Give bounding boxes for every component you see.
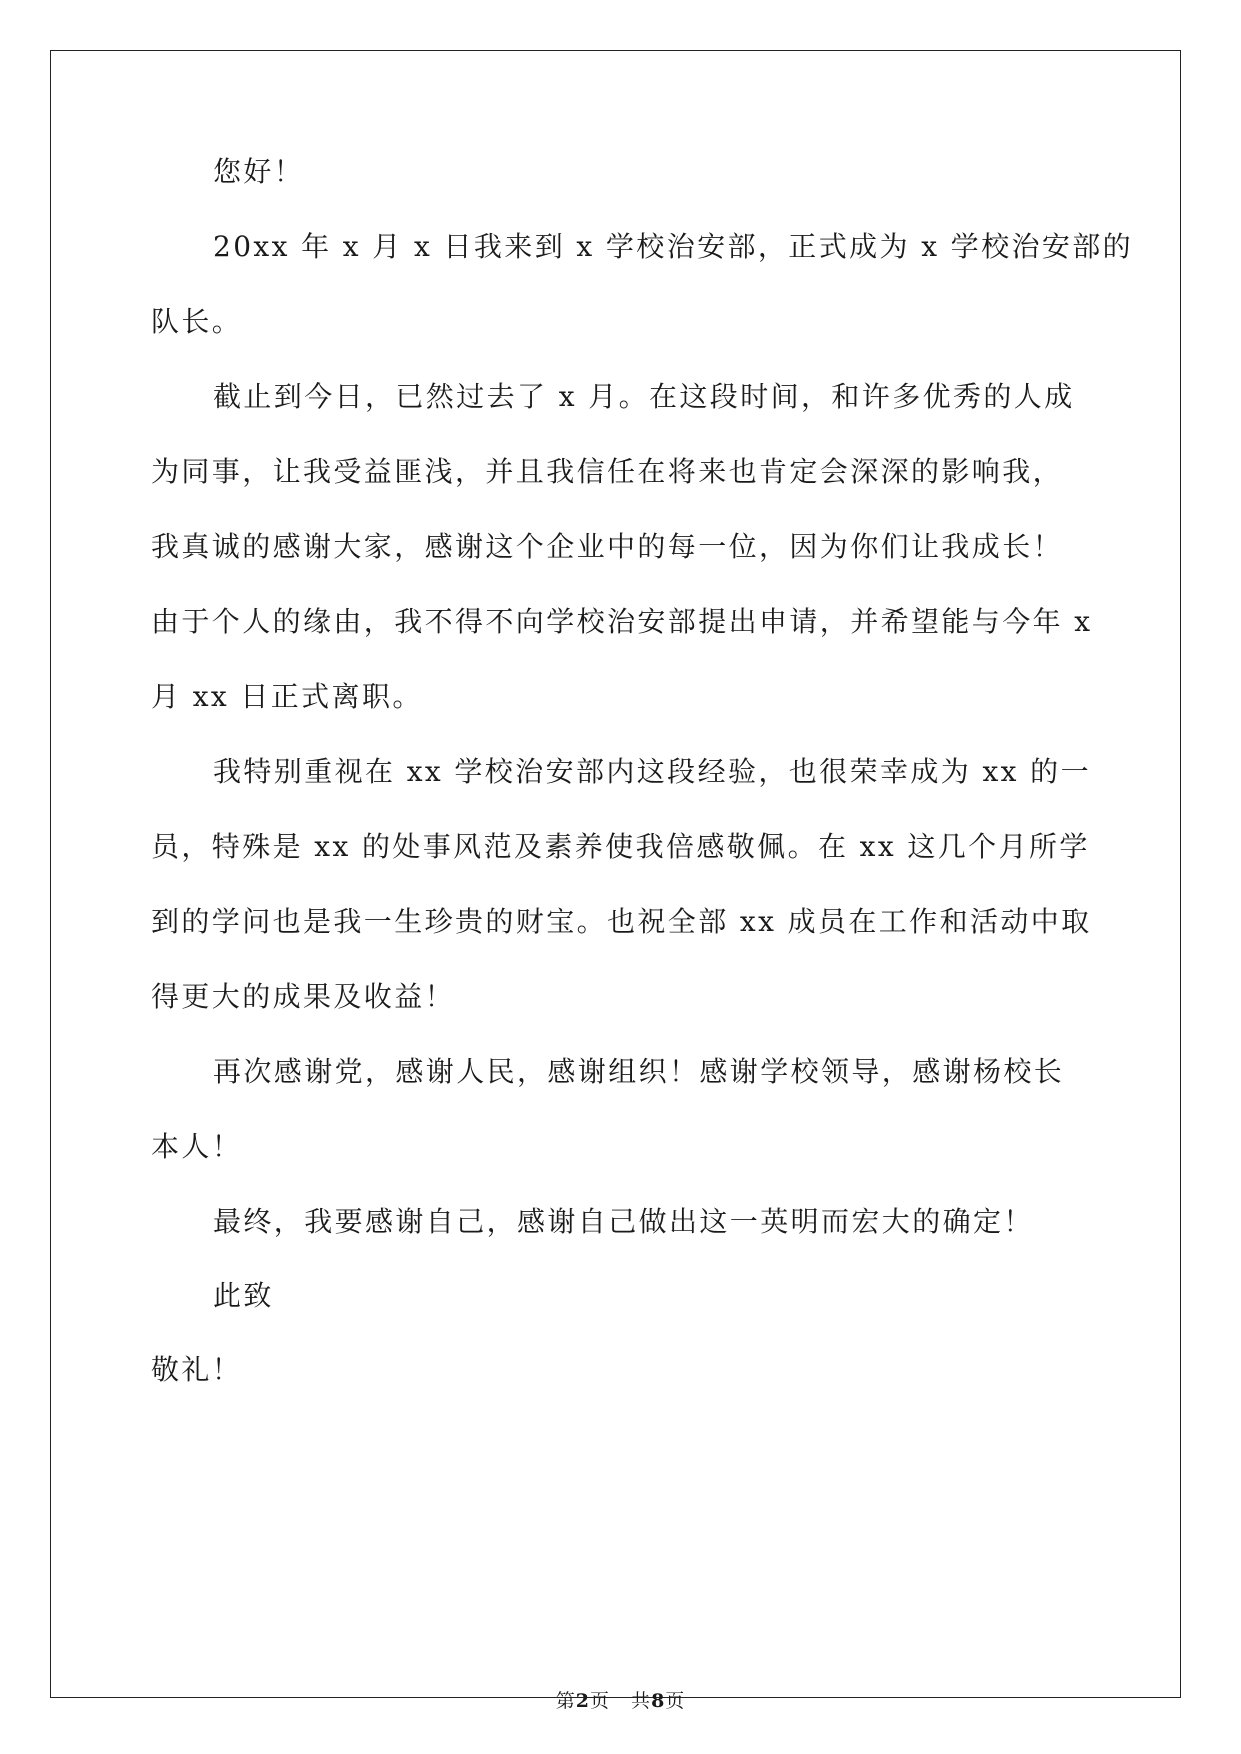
paragraph-line: 得更大的成果及收益！	[151, 980, 456, 1013]
footer-mid: 页 共	[589, 1690, 652, 1712]
paragraph-line: 本人！	[151, 1130, 243, 1163]
paragraph-line: 再次感谢党，感谢人民，感谢组织！感谢学校领导，感谢杨校长	[213, 1055, 1065, 1088]
paragraph-line: 由于个人的缘由，我不得不向学校治安部提出申请，并希望能与今年 x	[151, 605, 1093, 638]
paragraph-line: 队长。	[151, 305, 243, 338]
total-page-number: 8	[651, 1690, 666, 1712]
footer-prefix: 第	[555, 1690, 576, 1712]
paragraph-line: 我特别重视在 xx 学校治安部内这段经验，也很荣幸成为 xx 的一	[213, 755, 1091, 788]
paragraph-line: 到的学问也是我一生珍贵的财宝。也祝全部 xx 成员在工作和活动中取	[151, 905, 1092, 938]
paragraph-line: 为同事，让我受益匪浅，并且我信任在将来也肯定会深深的影响我，	[151, 455, 1064, 488]
paragraph-line: 最终，我要感谢自己，感谢自己做出这一英明而宏大的确定！	[213, 1205, 1034, 1238]
paragraph-line: 20xx 年 x 月 x 日我来到 x 学校治安部，正式成为 x 学校治安部的	[213, 230, 1134, 263]
paragraph-line: 月 xx 日正式离职。	[151, 680, 423, 713]
letter-greeting: 您好！	[213, 155, 305, 188]
paragraph-line: 员，特殊是 xx 的处事风范及素养使我倍感敬佩。在 xx 这几个月所学	[151, 830, 1090, 863]
paragraph-line: 截止到今日，已然过去了 x 月。在这段时间，和许多优秀的人成	[213, 380, 1075, 413]
footer-suffix: 页	[665, 1690, 686, 1712]
page-border	[50, 50, 1181, 1698]
closing-regards: 敬礼！	[151, 1353, 243, 1386]
paragraph-line: 我真诚的感谢大家，感谢这个企业中的每一位，因为你们让我成长！	[151, 530, 1064, 563]
page-number-footer	[0, 1686, 1241, 1713]
closing-salutation: 此致	[213, 1279, 274, 1312]
current-page-number: 2	[575, 1690, 590, 1712]
